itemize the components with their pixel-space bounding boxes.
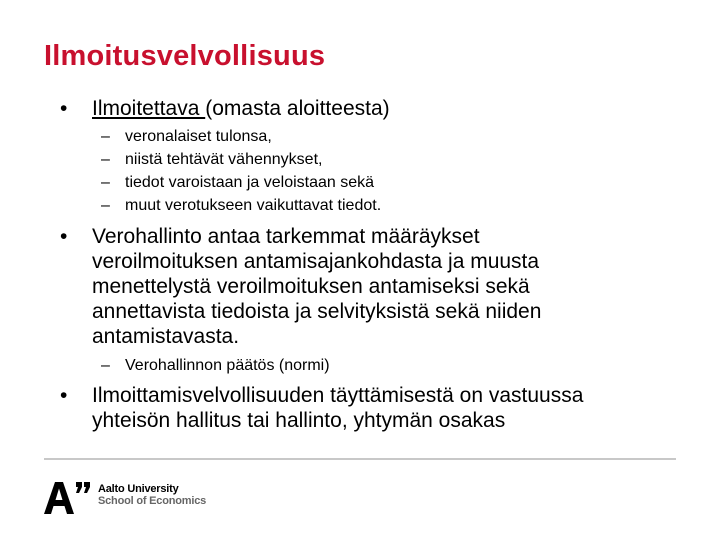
school-name: School of Economics [98,495,207,507]
sub-item [101,149,322,171]
dash-icon: – [101,174,110,191]
aalto-logo-icon [44,481,92,515]
bullet-1 [60,96,390,121]
sub-item-text: veronalaiset tulonsa, [125,128,272,145]
bullet-2 [60,224,541,349]
sub-item-text: niistä tehtävät vähennykset, [125,151,323,168]
bullet-3-line: Ilmoittamisvelvollisuuden täyttämisestä on vastuussa [92,384,584,407]
university-name: Aalto University [98,483,179,495]
slide-title: Ilmoitusvelvollisuus [44,40,326,72]
bullet-3 [60,383,583,433]
bullet-1-underlined: Ilmoitettava [92,97,206,120]
sub-item [101,195,381,217]
dash-icon: – [101,197,110,214]
bullet-icon: • [60,225,68,248]
sub-item-text: Verohallinnon päätös (normi) [125,357,330,374]
bullet-3-line: yhteisön hallitus tai hallinto, yhtymän osakas [92,409,506,432]
bullet-2-line: Verohallinto antaa tarkemmat määräykset [92,225,480,248]
bullet-2-line: veroilmoituksen antamisajankohdasta ja muusta [92,250,540,273]
footer-divider [44,458,676,460]
bullet-2-line: menettelystä veroilmoituksen antamiseksi sekä [92,275,530,298]
bullet-icon: • [60,97,68,120]
bullet-2-line: annettavista tiedoista ja selvityksistä sekä niiden [92,300,542,323]
dash-icon: – [101,128,110,145]
bullet-1-text [92,96,390,121]
bullet-2-line: antamistavasta. [92,325,240,348]
sub-item [101,172,374,194]
sub-item-text: tiedot varoistaan ja veloistaan sekä [125,174,375,191]
bullet-1-rest: (omasta aloitteesta) [205,97,390,120]
dash-icon: – [101,357,110,374]
bullet-icon: • [60,384,68,407]
sub-item [101,355,330,377]
sub-item-text: muut verotukseen vaikuttavat tiedot. [125,197,382,214]
dash-icon: – [101,151,110,168]
sub-item [101,126,272,148]
